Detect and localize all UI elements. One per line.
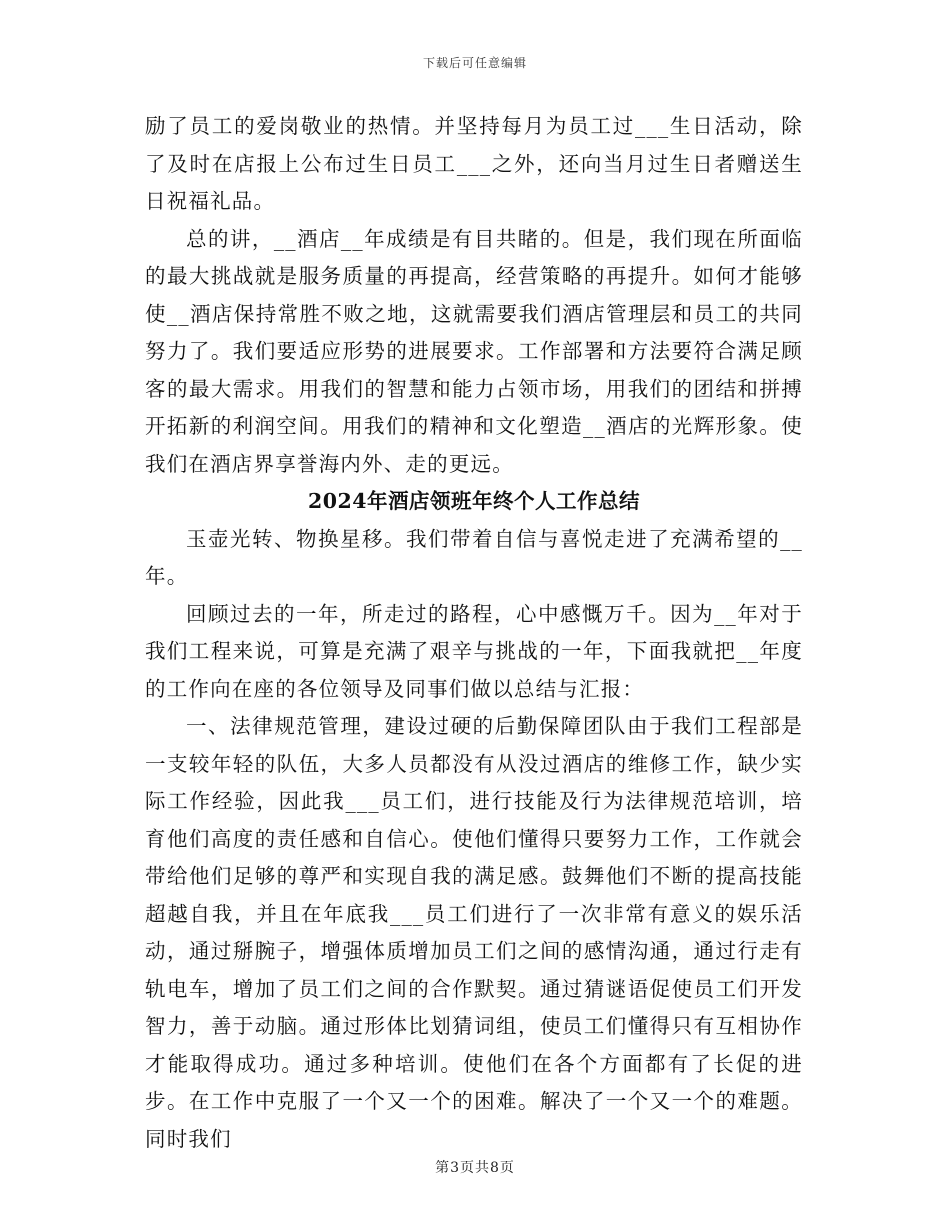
paragraph-2: 总的讲，__酒店__年成绩是有目共睹的。但是，我们现在所面临的最大挑战就是服务质量的再提高，经营策略的再提升。如何才能够使__酒店保持常胜不败之地，这就需要我们酒店管理层和员工的共同努力了。我们要适应形势的进展要求。工作部署和方法要符合满足顾客的最大需求。用我们的智慧和能力占领市场，用我们的团结和拼搏开拓新的利润空间。用我们的精神和文化塑造__酒店的光辉形象。使我们在酒店界享誉海内外、走的更远。: [145, 226, 803, 476]
paragraph-3: 玉壶光转、物换星移。我们带着自信与喜悦走进了充满希望的__年。: [145, 526, 803, 588]
section-heading: 2024年酒店领班年终个人工作总结: [307, 489, 641, 513]
paragraph-5: 一、法律规范管理，建设过硬的后勤保障团队由于我们工程部是一支较年轻的队伍，大多人员都没有从没过酒店的维修工作，缺少实际工作经验，因此我___员工们，进行技能及行为法律规范培训，培育他们高度的责任感和自信心。使他们懂得只要努力工作，工作就会带给他们足够的尊严和实现自我的满足感。鼓舞他们不断的提高技能超越自我，并且在年底我___员工们进行了一次非常有意义的娱乐活动，通过掰腕子，增强体质增加员工们之间的感情沟通，通过行走有轨电车，增加了员工们之间的合作默契。通过猜谜语促使员工们开发智力，善于动脑。通过形体比划猜词组，使员工们懂得只有互相协作才能取得成功。通过多种培训。使他们在各个方面都有了长促的进步。在工作中克服了一个又一个的困难。解决了一个又一个的难题。同时我们: [145, 714, 803, 1151]
page-number-footer: 第3页共8页: [435, 1160, 515, 1176]
document-body: [145, 108, 803, 1158]
paragraph-4: 回顾过去的一年，所走过的路程，心中感慨万千。因为__年对于我们工程来说，可算是充满了艰辛与挑战的一年，下面我就把__年度的工作向在座的各位领导及同事们做以总结与汇报：: [145, 601, 803, 701]
paragraph-1: 励了员工的爱岗敬业的热情。并坚持每月为员工过___生日活动，除了及时在店报上公布过生日员工___之外，还向当月过生日者赠送生日祝福礼品。: [145, 114, 803, 213]
page-header: 下载后可任意编辑: [422, 56, 527, 70]
